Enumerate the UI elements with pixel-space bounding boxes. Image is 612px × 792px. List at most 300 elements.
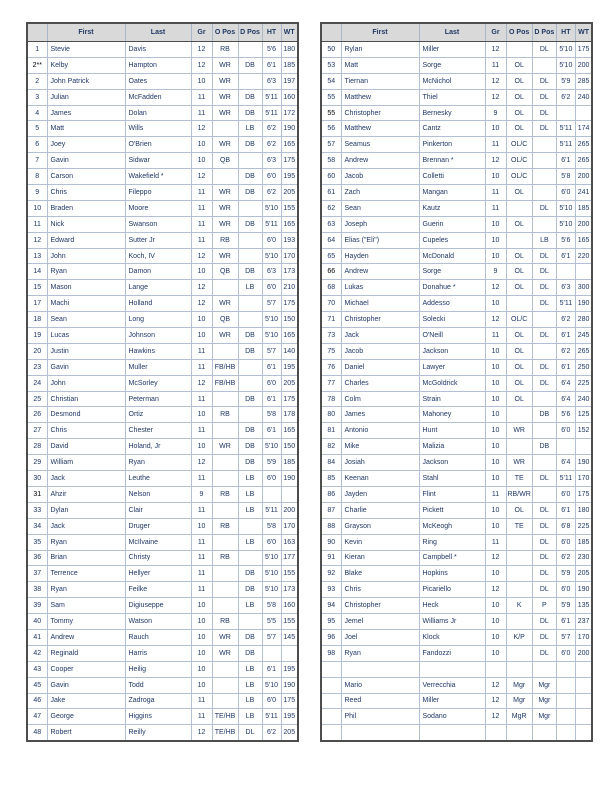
first-name: Ryan <box>341 645 419 661</box>
jersey-number: 48 <box>27 725 47 741</box>
table-row <box>27 185 298 201</box>
defense-position: LB <box>238 693 262 709</box>
table-row <box>27 423 298 439</box>
weight: 285 <box>575 73 592 89</box>
offense-position <box>212 343 238 359</box>
jersey-number: 39 <box>27 598 47 614</box>
defense-position: DB <box>238 57 262 73</box>
last-name: Hampton <box>125 57 191 73</box>
offense-position <box>212 693 238 709</box>
table-row <box>321 328 592 344</box>
weight <box>575 439 592 455</box>
last-name <box>419 661 485 677</box>
height: 6'1 <box>556 328 575 344</box>
table-row <box>27 439 298 455</box>
height: 6'2 <box>262 137 281 153</box>
last-name: Campbell * <box>419 550 485 566</box>
jersey-number: 53 <box>321 57 341 73</box>
first-name: Gavin <box>47 153 125 169</box>
table-row <box>321 455 592 471</box>
last-name: Cantz <box>419 121 485 137</box>
defense-position: DL <box>532 534 556 550</box>
last-name: McSorley <box>125 375 191 391</box>
last-name: Addesso <box>419 296 485 312</box>
first-name: Tiernan <box>341 73 419 89</box>
column-header-grade: Gr <box>191 23 212 42</box>
weight: 195 <box>281 661 298 677</box>
offense-position: K <box>506 598 532 614</box>
defense-position <box>532 343 556 359</box>
grade: 10 <box>485 296 506 312</box>
table-row <box>27 89 298 105</box>
offense-position <box>506 645 532 661</box>
weight: 265 <box>575 137 592 153</box>
jersey-number: 5 <box>27 121 47 137</box>
defense-position <box>238 312 262 328</box>
table-row <box>27 57 298 73</box>
jersey-number: 35 <box>27 534 47 550</box>
height: 6'1 <box>262 391 281 407</box>
first-name: Rylan <box>341 42 419 58</box>
offense-position: OL/C <box>506 169 532 185</box>
column-header-defense-position: D Pos <box>238 23 262 42</box>
height: 5'9 <box>556 598 575 614</box>
first-name: John <box>47 375 125 391</box>
grade: 10 <box>485 471 506 487</box>
height: 5'6 <box>556 232 575 248</box>
first-name: Dylan <box>47 502 125 518</box>
weight: 265 <box>575 153 592 169</box>
weight: 245 <box>575 328 592 344</box>
column-header-jersey-number <box>321 23 341 42</box>
offense-position <box>506 566 532 582</box>
defense-position: LB <box>238 661 262 677</box>
height: 5'9 <box>262 455 281 471</box>
grade: 10 <box>485 216 506 232</box>
table-row <box>321 582 592 598</box>
first-name: Braden <box>47 200 125 216</box>
table-row <box>321 73 592 89</box>
last-name: Swanson <box>125 216 191 232</box>
jersey-number: 81 <box>321 423 341 439</box>
weight: 240 <box>575 89 592 105</box>
first-name: Jack <box>47 518 125 534</box>
weight: 250 <box>575 359 592 375</box>
weight: 150 <box>281 439 298 455</box>
offense-position: WR <box>212 629 238 645</box>
first-name: Jack <box>47 471 125 487</box>
jersey-number: 55 <box>321 105 341 121</box>
table-row <box>27 153 298 169</box>
table-row <box>321 296 592 312</box>
offense-position: K/P <box>506 629 532 645</box>
grade: 10 <box>485 391 506 407</box>
height <box>556 677 575 693</box>
first-name: Matt <box>47 121 125 137</box>
height: 6'1 <box>262 423 281 439</box>
grade: 11 <box>485 328 506 344</box>
grade: 10 <box>485 645 506 661</box>
table-row <box>27 216 298 232</box>
height: 5'10 <box>262 439 281 455</box>
defense-position: DL <box>532 105 556 121</box>
grade: 11 <box>191 343 212 359</box>
last-name: O'Brien <box>125 137 191 153</box>
first-name: Daniel <box>341 359 419 375</box>
first-name: Jacob <box>341 169 419 185</box>
weight: 280 <box>575 312 592 328</box>
first-name: Carson <box>47 169 125 185</box>
jersey-number: 10 <box>27 200 47 216</box>
offense-position: MgR <box>506 709 532 725</box>
last-name: Feilke <box>125 582 191 598</box>
offense-position <box>212 121 238 137</box>
table-row <box>321 42 592 58</box>
last-name: Moore <box>125 200 191 216</box>
offense-position: RB <box>212 614 238 630</box>
last-name: Cupeles <box>419 232 485 248</box>
first-name: Christopher <box>341 598 419 614</box>
jersey-number: 95 <box>321 614 341 630</box>
grade: 11 <box>191 709 212 725</box>
first-name <box>341 661 419 677</box>
table-row <box>27 598 298 614</box>
weight: 155 <box>281 200 298 216</box>
jersey-number: 85 <box>321 471 341 487</box>
offense-position: OL <box>506 391 532 407</box>
last-name: Fandozzi <box>419 645 485 661</box>
defense-position: DB <box>238 185 262 201</box>
grade: 11 <box>191 550 212 566</box>
weight: 125 <box>575 407 592 423</box>
jersey-number: 13 <box>27 248 47 264</box>
jersey-number: 93 <box>321 582 341 598</box>
defense-position: DB <box>238 328 262 344</box>
offense-position: WR <box>212 89 238 105</box>
weight: 195 <box>281 169 298 185</box>
first-name: David <box>47 439 125 455</box>
defense-position: DB <box>238 216 262 232</box>
last-name: Lawyer <box>419 359 485 375</box>
defense-position: DL <box>532 502 556 518</box>
height: 6'1 <box>262 661 281 677</box>
grade: 12 <box>485 280 506 296</box>
offense-position: OL <box>506 185 532 201</box>
offense-position <box>506 232 532 248</box>
grade: 10 <box>485 407 506 423</box>
table-row <box>321 248 592 264</box>
defense-position <box>238 73 262 89</box>
last-name: Rauch <box>125 629 191 645</box>
last-name: Long <box>125 312 191 328</box>
first-name: Mario <box>341 677 419 693</box>
table-row <box>321 359 592 375</box>
jersey-number: 41 <box>27 629 47 645</box>
grade: 12 <box>485 677 506 693</box>
defense-position <box>238 42 262 58</box>
offense-position: WR <box>212 216 238 232</box>
table-row <box>27 137 298 153</box>
jersey-number: 8 <box>27 169 47 185</box>
last-name: Pinkerton <box>419 137 485 153</box>
height: 5'11 <box>262 89 281 105</box>
first-name: John <box>47 248 125 264</box>
table-row <box>27 375 298 391</box>
grade: 12 <box>485 693 506 709</box>
grade: 10 <box>485 375 506 391</box>
jersey-number: 36 <box>27 550 47 566</box>
height: 6'3 <box>262 73 281 89</box>
height: 5'10 <box>556 42 575 58</box>
jersey-number: 27 <box>27 423 47 439</box>
weight: 172 <box>281 105 298 121</box>
first-name: James <box>341 407 419 423</box>
weight: 160 <box>281 89 298 105</box>
first-name: Zach <box>341 185 419 201</box>
offense-position: WR <box>506 455 532 471</box>
first-name: Gavin <box>47 677 125 693</box>
offense-position: OL <box>506 105 532 121</box>
height: 6'2 <box>556 312 575 328</box>
height: 6'8 <box>556 518 575 534</box>
offense-position <box>506 296 532 312</box>
jersey-number: 17 <box>27 296 47 312</box>
offense-position <box>506 582 532 598</box>
first-name: Brian <box>47 550 125 566</box>
last-name: Peterman <box>125 391 191 407</box>
jersey-number: 19 <box>27 328 47 344</box>
height: 5'10 <box>262 328 281 344</box>
table-row <box>27 312 298 328</box>
defense-position: DB <box>238 439 262 455</box>
height: 5'10 <box>262 582 281 598</box>
last-name: Mangan <box>419 185 485 201</box>
first-name: Lukas <box>341 280 419 296</box>
grade: 12 <box>485 89 506 105</box>
defense-position <box>238 359 262 375</box>
weight <box>575 693 592 709</box>
table-row <box>27 169 298 185</box>
weight: 175 <box>281 693 298 709</box>
column-header-weight: WT <box>575 23 592 42</box>
first-name: James <box>47 105 125 121</box>
jersey-number: 66 <box>321 264 341 280</box>
last-name: Ryan <box>125 455 191 471</box>
defense-position: DL <box>532 375 556 391</box>
height: 6'2 <box>262 185 281 201</box>
grade: 12 <box>191 248 212 264</box>
first-name: Blake <box>341 566 419 582</box>
first-name: Mike <box>341 439 419 455</box>
table-row <box>321 264 592 280</box>
height: 6'0 <box>556 645 575 661</box>
jersey-number: 77 <box>321 375 341 391</box>
offense-position: RB <box>212 518 238 534</box>
weight: 200 <box>575 169 592 185</box>
height: 6'4 <box>556 455 575 471</box>
jersey-number: 26 <box>27 407 47 423</box>
jersey-number: 1 <box>27 42 47 58</box>
height: 5'8 <box>262 518 281 534</box>
grade: 9 <box>485 264 506 280</box>
first-name: Chris <box>47 185 125 201</box>
weight: 195 <box>281 709 298 725</box>
offense-position: WR <box>212 200 238 216</box>
offense-position <box>212 455 238 471</box>
height: 6'2 <box>556 550 575 566</box>
offense-position <box>506 42 532 58</box>
weight: 225 <box>575 518 592 534</box>
height <box>556 439 575 455</box>
first-name: Hayden <box>341 248 419 264</box>
defense-position: DL <box>532 614 556 630</box>
grade: 11 <box>191 502 212 518</box>
height: 5'11 <box>556 137 575 153</box>
grade: 11 <box>191 423 212 439</box>
offense-position <box>212 582 238 598</box>
defense-position: DL <box>532 471 556 487</box>
first-name: Sean <box>47 312 125 328</box>
defense-position <box>532 57 556 73</box>
jersey-number <box>321 677 341 693</box>
offense-position <box>506 725 532 741</box>
first-name: Ryan <box>47 582 125 598</box>
grade: 10 <box>485 502 506 518</box>
offense-position: OL <box>506 375 532 391</box>
table-row <box>321 153 592 169</box>
first-name <box>341 725 419 741</box>
offense-position: TE/HB <box>212 709 238 725</box>
offense-position <box>506 661 532 677</box>
offense-position <box>212 280 238 296</box>
jersey-number: 61 <box>321 185 341 201</box>
table-row <box>27 343 298 359</box>
height: 6'1 <box>556 502 575 518</box>
defense-position: DL <box>532 264 556 280</box>
weight <box>575 709 592 725</box>
defense-position: LB <box>238 534 262 550</box>
jersey-number: 37 <box>27 566 47 582</box>
last-name: Ortiz <box>125 407 191 423</box>
offense-position: OL <box>506 280 532 296</box>
height: 6'1 <box>556 153 575 169</box>
offense-position: OL/C <box>506 137 532 153</box>
column-header-offense-position: O Pos <box>506 23 532 42</box>
weight: 190 <box>575 455 592 471</box>
table-row <box>321 677 592 693</box>
offense-position: WR <box>212 248 238 264</box>
offense-position <box>212 391 238 407</box>
grade: 12 <box>191 121 212 137</box>
column-header-first-name: First <box>341 23 419 42</box>
grade: 12 <box>191 57 212 73</box>
column-header-height: HT <box>556 23 575 42</box>
grade: 12 <box>485 550 506 566</box>
height: 6'0 <box>556 486 575 502</box>
jersey-number: 82 <box>321 439 341 455</box>
table-row <box>27 709 298 725</box>
table-row <box>321 185 592 201</box>
weight: 175 <box>281 296 298 312</box>
table-row <box>321 486 592 502</box>
offense-position: RB <box>212 550 238 566</box>
table-row <box>27 471 298 487</box>
table-row <box>321 423 592 439</box>
defense-position: DB <box>532 439 556 455</box>
column-header-offense-position: O Pos <box>212 23 238 42</box>
last-name: Sutter Jr <box>125 232 191 248</box>
grade: 12 <box>191 42 212 58</box>
last-name: Mahoney <box>419 407 485 423</box>
jersey-number: 56 <box>321 121 341 137</box>
last-name: Sorge <box>419 57 485 73</box>
last-name: Ring <box>419 534 485 550</box>
height: 5'10 <box>556 57 575 73</box>
last-name: Solecki <box>419 312 485 328</box>
last-name: Leuthe <box>125 471 191 487</box>
table-row <box>321 375 592 391</box>
last-name: Strain <box>419 391 485 407</box>
offense-position: OL <box>506 248 532 264</box>
defense-position: Mgr <box>532 709 556 725</box>
weight: 170 <box>281 518 298 534</box>
defense-position <box>238 550 262 566</box>
last-name: Donahue * <box>419 280 485 296</box>
offense-position: OL <box>506 216 532 232</box>
grade: 10 <box>191 598 212 614</box>
last-name: McGoldrick <box>419 375 485 391</box>
weight: 197 <box>281 73 298 89</box>
table-row <box>321 89 592 105</box>
column-header-weight: WT <box>281 23 298 42</box>
last-name: Zadroga <box>125 693 191 709</box>
last-name: McKeogh <box>419 518 485 534</box>
last-name: Wills <box>125 121 191 137</box>
offense-position: Mgr <box>506 677 532 693</box>
first-name: Andrew <box>341 153 419 169</box>
first-name: Michael <box>341 296 419 312</box>
first-name: Christopher <box>341 312 419 328</box>
weight: 205 <box>281 185 298 201</box>
jersey-number: 2** <box>27 57 47 73</box>
last-name: Druger <box>125 518 191 534</box>
last-name: Damon <box>125 264 191 280</box>
grade: 10 <box>485 359 506 375</box>
offense-position: OL <box>506 359 532 375</box>
grade: 10 <box>191 312 212 328</box>
offense-position: WR <box>212 105 238 121</box>
table-row <box>27 693 298 709</box>
last-name: Higgins <box>125 709 191 725</box>
defense-position: DB <box>238 169 262 185</box>
grade: 11 <box>191 216 212 232</box>
height: 5'10 <box>556 216 575 232</box>
table-row <box>27 629 298 645</box>
last-name: McNichol <box>419 73 485 89</box>
last-name: Digiuseppe <box>125 598 191 614</box>
weight: 165 <box>281 137 298 153</box>
weight: 190 <box>575 582 592 598</box>
last-name: Jackson <box>419 343 485 359</box>
first-name: Terrence <box>47 566 125 582</box>
weight: 237 <box>575 614 592 630</box>
weight: 200 <box>281 502 298 518</box>
first-name: Joel <box>341 629 419 645</box>
weight <box>575 725 592 741</box>
table-row <box>321 471 592 487</box>
defense-position: DL <box>532 629 556 645</box>
grade: 9 <box>191 486 212 502</box>
